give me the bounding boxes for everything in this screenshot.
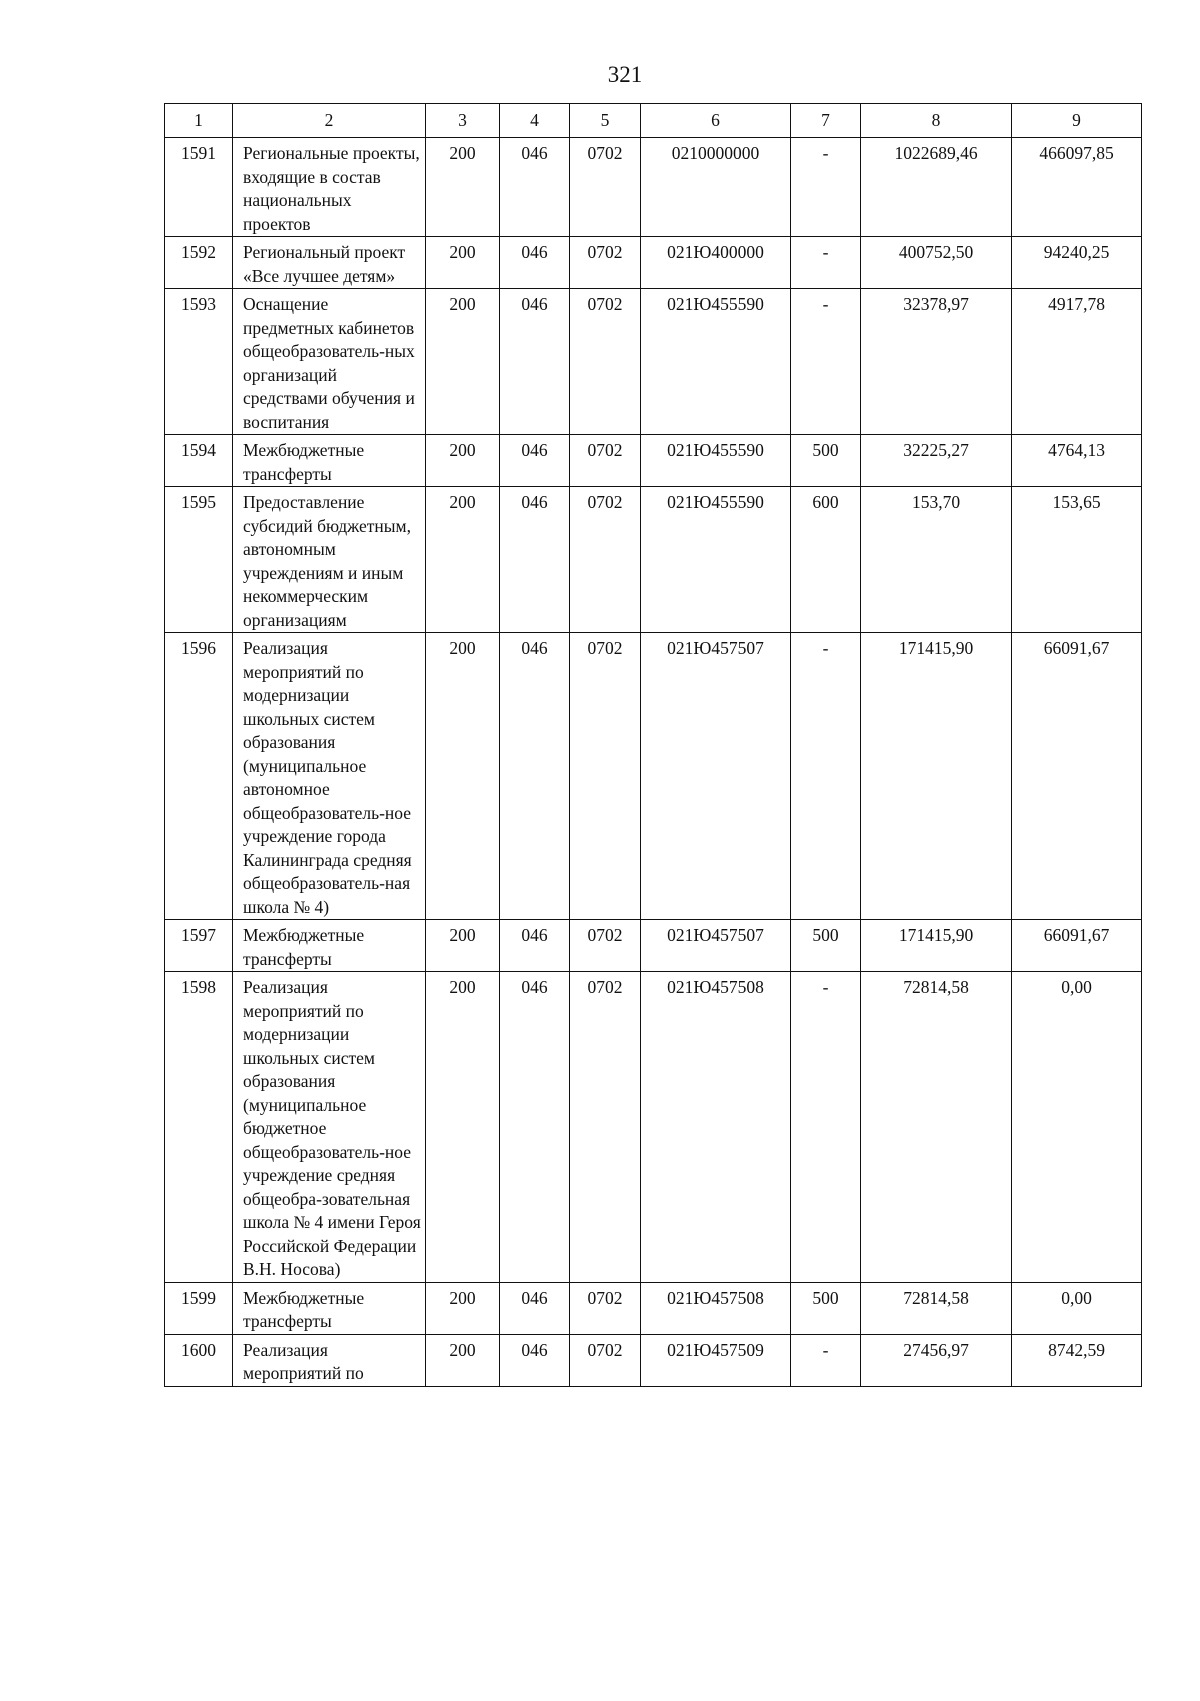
row-number: 1600 bbox=[165, 1334, 233, 1386]
row-number: 1597 bbox=[165, 920, 233, 972]
col-5-value: 0702 bbox=[570, 487, 641, 633]
col-3-value: 200 bbox=[426, 972, 500, 1283]
row-number: 1594 bbox=[165, 435, 233, 487]
col-5-value: 0702 bbox=[570, 1282, 641, 1334]
col-7-value: - bbox=[791, 633, 861, 920]
table-row bbox=[165, 289, 1142, 435]
table-body bbox=[165, 138, 1142, 1387]
col-8-amount: 1022689,46 bbox=[861, 138, 1012, 237]
col-8-amount: 400752,50 bbox=[861, 237, 1012, 289]
col-4-value: 046 bbox=[500, 138, 570, 237]
col-3-value: 200 bbox=[426, 435, 500, 487]
row-name: Межбюджетные трансферты bbox=[233, 1282, 426, 1334]
col-4-value: 046 bbox=[500, 633, 570, 920]
col-5-value: 0702 bbox=[570, 289, 641, 435]
header-row bbox=[165, 104, 1142, 138]
col-9-amount: 153,65 bbox=[1012, 487, 1142, 633]
col-9-amount: 66091,67 bbox=[1012, 633, 1142, 920]
col-6-value: 021Ю400000 bbox=[641, 237, 791, 289]
col-7-value: - bbox=[791, 1334, 861, 1386]
col-5-value: 0702 bbox=[570, 237, 641, 289]
col-4-value: 046 bbox=[500, 1282, 570, 1334]
col-3-value: 200 bbox=[426, 1334, 500, 1386]
col-4-value: 046 bbox=[500, 237, 570, 289]
table-row bbox=[165, 972, 1142, 1283]
col-7-value: - bbox=[791, 237, 861, 289]
budget-table bbox=[164, 103, 1142, 1387]
col-7-value: - bbox=[791, 138, 861, 237]
table-header bbox=[165, 104, 1142, 138]
col-6-value: 021Ю455590 bbox=[641, 487, 791, 633]
col-9-amount: 4917,78 bbox=[1012, 289, 1142, 435]
row-number: 1596 bbox=[165, 633, 233, 920]
column-header-6: 6 bbox=[641, 104, 791, 138]
column-header-2: 2 bbox=[233, 104, 426, 138]
col-9-amount: 94240,25 bbox=[1012, 237, 1142, 289]
col-8-amount: 27456,97 bbox=[861, 1334, 1012, 1386]
col-3-value: 200 bbox=[426, 920, 500, 972]
column-header-9: 9 bbox=[1012, 104, 1142, 138]
col-7-value: 600 bbox=[791, 487, 861, 633]
col-9-amount: 0,00 bbox=[1012, 1282, 1142, 1334]
col-4-value: 046 bbox=[500, 972, 570, 1283]
col-3-value: 200 bbox=[426, 237, 500, 289]
table-row bbox=[165, 920, 1142, 972]
col-9-amount: 8742,59 bbox=[1012, 1334, 1142, 1386]
col-5-value: 0702 bbox=[570, 633, 641, 920]
col-6-value: 021Ю455590 bbox=[641, 289, 791, 435]
col-7-value: - bbox=[791, 289, 861, 435]
column-header-7: 7 bbox=[791, 104, 861, 138]
col-5-value: 0702 bbox=[570, 1334, 641, 1386]
table-row bbox=[165, 1282, 1142, 1334]
col-6-value: 021Ю457508 bbox=[641, 972, 791, 1283]
col-6-value: 0210000000 bbox=[641, 138, 791, 237]
col-3-value: 200 bbox=[426, 138, 500, 237]
row-number: 1591 bbox=[165, 138, 233, 237]
col-5-value: 0702 bbox=[570, 920, 641, 972]
row-name: Региональный проект «Все лучшее детям» bbox=[233, 237, 426, 289]
row-name: Реализация мероприятий по модернизации школьных систем образования (муниципальное бюджетное общеобразователь-ное учреждение средняя общеобра-зовательная школа № 4 имени Героя Российской Федерации В.Н. Носова) bbox=[233, 972, 426, 1283]
col-9-amount: 466097,85 bbox=[1012, 138, 1142, 237]
col-5-value: 0702 bbox=[570, 972, 641, 1283]
row-name: Межбюджетные трансферты bbox=[233, 435, 426, 487]
col-8-amount: 171415,90 bbox=[861, 633, 1012, 920]
col-8-amount: 72814,58 bbox=[861, 972, 1012, 1283]
col-6-value: 021Ю457509 bbox=[641, 1334, 791, 1386]
row-name: Реализация мероприятий по bbox=[233, 1334, 426, 1386]
row-number: 1599 bbox=[165, 1282, 233, 1334]
col-4-value: 046 bbox=[500, 289, 570, 435]
col-3-value: 200 bbox=[426, 633, 500, 920]
col-4-value: 046 bbox=[500, 435, 570, 487]
row-number: 1598 bbox=[165, 972, 233, 1283]
col-8-amount: 153,70 bbox=[861, 487, 1012, 633]
col-5-value: 0702 bbox=[570, 435, 641, 487]
row-number: 1592 bbox=[165, 237, 233, 289]
table-row bbox=[165, 1334, 1142, 1386]
col-5-value: 0702 bbox=[570, 138, 641, 237]
col-6-value: 021Ю457507 bbox=[641, 920, 791, 972]
table-row bbox=[165, 138, 1142, 237]
table-row bbox=[165, 487, 1142, 633]
column-header-3: 3 bbox=[426, 104, 500, 138]
row-name: Реализация мероприятий по модернизации школьных систем образования (муниципальное автономное общеобразователь-ное учреждение города Калининграда средняя общеобразователь-ная школа № 4) bbox=[233, 633, 426, 920]
col-9-amount: 66091,67 bbox=[1012, 920, 1142, 972]
col-6-value: 021Ю457508 bbox=[641, 1282, 791, 1334]
row-name: Оснащение предметных кабинетов общеобразователь-ных организаций средствами обучения и воспитания bbox=[233, 289, 426, 435]
row-number: 1593 bbox=[165, 289, 233, 435]
page-number: 321 bbox=[607, 62, 643, 87]
column-header-4: 4 bbox=[500, 104, 570, 138]
col-4-value: 046 bbox=[500, 487, 570, 633]
row-name: Межбюджетные трансферты bbox=[233, 920, 426, 972]
col-4-value: 046 bbox=[500, 920, 570, 972]
table-row bbox=[165, 633, 1142, 920]
col-7-value: - bbox=[791, 972, 861, 1283]
col-7-value: 500 bbox=[791, 435, 861, 487]
column-header-8: 8 bbox=[861, 104, 1012, 138]
col-7-value: 500 bbox=[791, 1282, 861, 1334]
col-9-amount: 0,00 bbox=[1012, 972, 1142, 1283]
col-3-value: 200 bbox=[426, 487, 500, 633]
col-4-value: 046 bbox=[500, 1334, 570, 1386]
col-8-amount: 32378,97 bbox=[861, 289, 1012, 435]
col-8-amount: 171415,90 bbox=[861, 920, 1012, 972]
col-9-amount: 4764,13 bbox=[1012, 435, 1142, 487]
table-row bbox=[165, 435, 1142, 487]
col-6-value: 021Ю457507 bbox=[641, 633, 791, 920]
col-8-amount: 32225,27 bbox=[861, 435, 1012, 487]
row-number: 1595 bbox=[165, 487, 233, 633]
row-name: Предоставление субсидий бюджетным, автономным учреждениям и иным некоммерческим организациям bbox=[233, 487, 426, 633]
col-6-value: 021Ю455590 bbox=[641, 435, 791, 487]
col-8-amount: 72814,58 bbox=[861, 1282, 1012, 1334]
column-header-1: 1 bbox=[165, 104, 233, 138]
col-3-value: 200 bbox=[426, 289, 500, 435]
table-row bbox=[165, 237, 1142, 289]
col-3-value: 200 bbox=[426, 1282, 500, 1334]
row-name: Региональные проекты, входящие в состав национальных проектов bbox=[233, 138, 426, 237]
col-7-value: 500 bbox=[791, 920, 861, 972]
column-header-5: 5 bbox=[570, 104, 641, 138]
